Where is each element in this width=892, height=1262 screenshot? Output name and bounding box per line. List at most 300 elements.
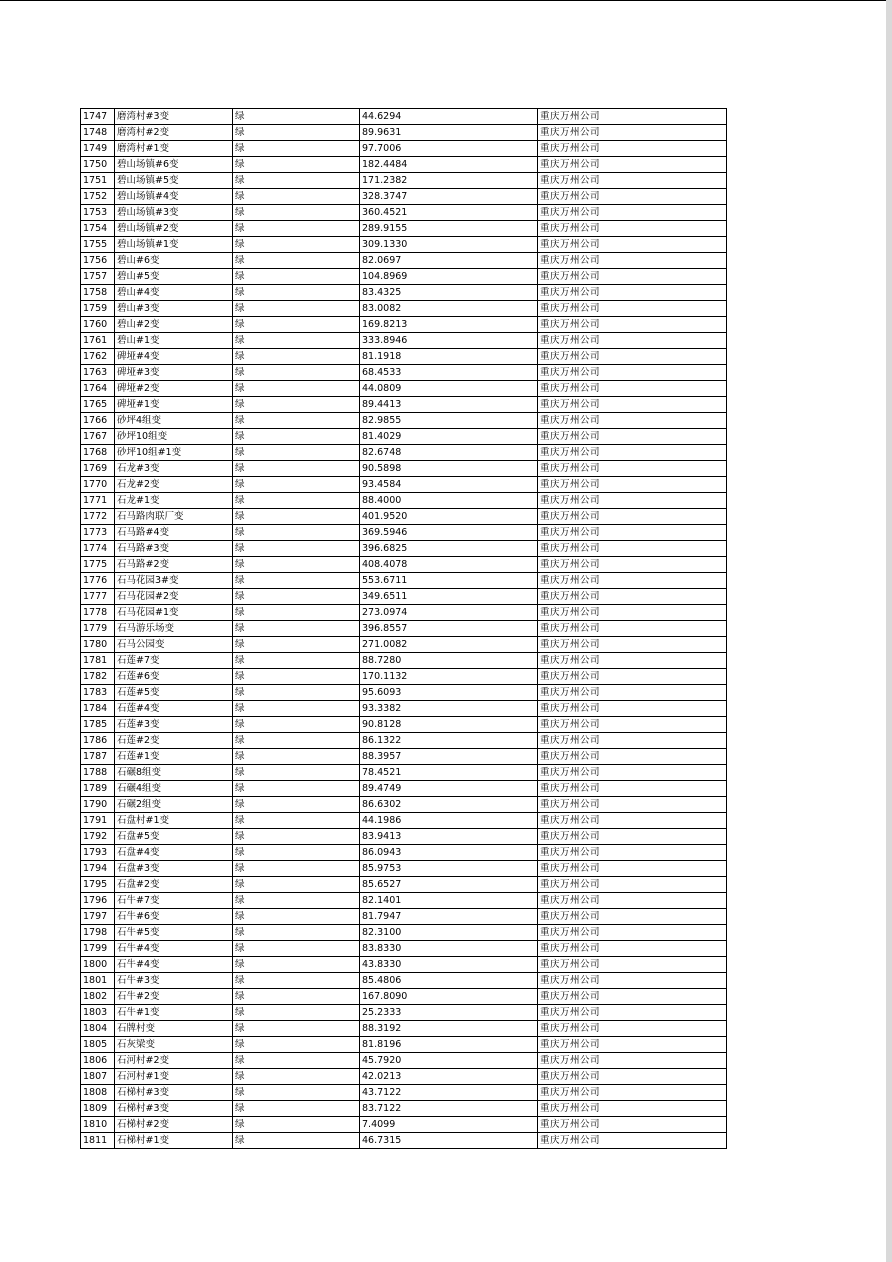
transformer-name-cell: 石碾4组变	[115, 781, 233, 797]
value-cell: 85.6527	[360, 877, 538, 893]
value-cell: 88.3192	[360, 1021, 538, 1037]
company-cell: 重庆万州公司	[538, 477, 727, 493]
value-cell: 82.1401	[360, 893, 538, 909]
transformer-name-cell: 石龙#3变	[115, 461, 233, 477]
transformer-name-cell: 砂坪10组#1变	[115, 445, 233, 461]
table-row	[81, 525, 727, 541]
value-cell: 46.7315	[360, 1133, 538, 1149]
company-cell: 重庆万州公司	[538, 429, 727, 445]
table-row	[81, 413, 727, 429]
company-cell: 重庆万州公司	[538, 989, 727, 1005]
company-cell: 重庆万州公司	[538, 1133, 727, 1149]
company-cell: 重庆万州公司	[538, 109, 727, 125]
value-cell: 273.0974	[360, 605, 538, 621]
company-cell: 重庆万州公司	[538, 445, 727, 461]
table-row	[81, 973, 727, 989]
value-cell: 44.6294	[360, 109, 538, 125]
row-id-cell: 1806	[81, 1053, 115, 1069]
company-cell: 重庆万州公司	[538, 749, 727, 765]
status-color-cell: 绿	[233, 1117, 360, 1133]
table-row	[81, 589, 727, 605]
row-id-cell: 1796	[81, 893, 115, 909]
status-color-cell: 绿	[233, 237, 360, 253]
status-color-cell: 绿	[233, 1037, 360, 1053]
row-id-cell: 1793	[81, 845, 115, 861]
company-cell: 重庆万州公司	[538, 525, 727, 541]
table-row	[81, 317, 727, 333]
row-id-cell: 1808	[81, 1085, 115, 1101]
table-row	[81, 685, 727, 701]
table-row	[81, 781, 727, 797]
status-color-cell: 绿	[233, 861, 360, 877]
table-row	[81, 125, 727, 141]
status-color-cell: 绿	[233, 685, 360, 701]
company-cell: 重庆万州公司	[538, 253, 727, 269]
table-row	[81, 909, 727, 925]
status-color-cell: 绿	[233, 781, 360, 797]
row-id-cell: 1799	[81, 941, 115, 957]
value-cell: 81.7947	[360, 909, 538, 925]
company-cell: 重庆万州公司	[538, 797, 727, 813]
table-row	[81, 1133, 727, 1149]
row-id-cell: 1768	[81, 445, 115, 461]
status-color-cell: 绿	[233, 973, 360, 989]
status-color-cell: 绿	[233, 205, 360, 221]
row-id-cell: 1798	[81, 925, 115, 941]
transformer-name-cell: 石盘#3变	[115, 861, 233, 877]
table-row	[81, 765, 727, 781]
row-id-cell: 1777	[81, 589, 115, 605]
row-id-cell: 1769	[81, 461, 115, 477]
transformer-name-cell: 碧山场镇#2变	[115, 221, 233, 237]
table-row	[81, 557, 727, 573]
status-color-cell: 绿	[233, 429, 360, 445]
row-id-cell: 1805	[81, 1037, 115, 1053]
company-cell: 重庆万州公司	[538, 461, 727, 477]
status-color-cell: 绿	[233, 605, 360, 621]
value-cell: 271.0082	[360, 637, 538, 653]
company-cell: 重庆万州公司	[538, 829, 727, 845]
row-id-cell: 1792	[81, 829, 115, 845]
company-cell: 重庆万州公司	[538, 557, 727, 573]
table-row	[81, 605, 727, 621]
company-cell: 重庆万州公司	[538, 621, 727, 637]
status-color-cell: 绿	[233, 1005, 360, 1021]
row-id-cell: 1788	[81, 765, 115, 781]
status-color-cell: 绿	[233, 253, 360, 269]
value-cell: 104.8969	[360, 269, 538, 285]
table-row	[81, 397, 727, 413]
row-id-cell: 1809	[81, 1101, 115, 1117]
value-cell: 43.7122	[360, 1085, 538, 1101]
row-id-cell: 1787	[81, 749, 115, 765]
company-cell: 重庆万州公司	[538, 493, 727, 509]
value-cell: 401.9520	[360, 509, 538, 525]
row-id-cell: 1789	[81, 781, 115, 797]
transformer-name-cell: 碧山场镇#6变	[115, 157, 233, 173]
row-id-cell: 1757	[81, 269, 115, 285]
value-cell: 83.4325	[360, 285, 538, 301]
table-row	[81, 1085, 727, 1101]
company-cell: 重庆万州公司	[538, 925, 727, 941]
table-row	[81, 1005, 727, 1021]
company-cell: 重庆万州公司	[538, 397, 727, 413]
value-cell: 333.8946	[360, 333, 538, 349]
table-row	[81, 285, 727, 301]
table-row	[81, 333, 727, 349]
table-row	[81, 301, 727, 317]
value-cell: 360.4521	[360, 205, 538, 221]
transformer-name-cell: 石碾8组变	[115, 765, 233, 781]
company-cell: 重庆万州公司	[538, 381, 727, 397]
row-id-cell: 1750	[81, 157, 115, 173]
value-cell: 43.8330	[360, 957, 538, 973]
company-cell: 重庆万州公司	[538, 845, 727, 861]
table-row	[81, 829, 727, 845]
value-cell: 86.1322	[360, 733, 538, 749]
transformer-name-cell: 石盘村#1变	[115, 813, 233, 829]
value-cell: 86.0943	[360, 845, 538, 861]
table-row	[81, 1101, 727, 1117]
status-color-cell: 绿	[233, 941, 360, 957]
company-cell: 重庆万州公司	[538, 1053, 727, 1069]
transformer-name-cell: 石河村#2变	[115, 1053, 233, 1069]
status-color-cell: 绿	[233, 621, 360, 637]
company-cell: 重庆万州公司	[538, 157, 727, 173]
transformer-name-cell: 碧山#6变	[115, 253, 233, 269]
company-cell: 重庆万州公司	[538, 1101, 727, 1117]
transformer-name-cell: 石莲#3变	[115, 717, 233, 733]
value-cell: 85.4806	[360, 973, 538, 989]
row-id-cell: 1747	[81, 109, 115, 125]
row-id-cell: 1797	[81, 909, 115, 925]
row-id-cell: 1791	[81, 813, 115, 829]
company-cell: 重庆万州公司	[538, 669, 727, 685]
value-cell: 83.9413	[360, 829, 538, 845]
table-row	[81, 269, 727, 285]
company-cell: 重庆万州公司	[538, 349, 727, 365]
row-id-cell: 1783	[81, 685, 115, 701]
transformer-name-cell: 石河村#1变	[115, 1069, 233, 1085]
value-cell: 88.3957	[360, 749, 538, 765]
transformer-name-cell: 石碾2组变	[115, 797, 233, 813]
transformer-name-cell: 石莲#1变	[115, 749, 233, 765]
transformer-name-cell: 石莲#4变	[115, 701, 233, 717]
row-id-cell: 1795	[81, 877, 115, 893]
value-cell: 83.7122	[360, 1101, 538, 1117]
status-color-cell: 绿	[233, 1021, 360, 1037]
table-row	[81, 653, 727, 669]
table-row	[81, 637, 727, 653]
row-id-cell: 1790	[81, 797, 115, 813]
row-id-cell: 1764	[81, 381, 115, 397]
status-color-cell: 绿	[233, 797, 360, 813]
transformer-name-cell: 石牌村变	[115, 1021, 233, 1037]
status-color-cell: 绿	[233, 461, 360, 477]
value-cell: 167.8090	[360, 989, 538, 1005]
transformer-name-cell: 砂坪4组变	[115, 413, 233, 429]
row-id-cell: 1810	[81, 1117, 115, 1133]
company-cell: 重庆万州公司	[538, 509, 727, 525]
company-cell: 重庆万州公司	[538, 205, 727, 221]
company-cell: 重庆万州公司	[538, 957, 727, 973]
row-id-cell: 1748	[81, 125, 115, 141]
status-color-cell: 绿	[233, 653, 360, 669]
status-color-cell: 绿	[233, 269, 360, 285]
status-color-cell: 绿	[233, 1069, 360, 1085]
transformer-name-cell: 磨湾村#1变	[115, 141, 233, 157]
row-id-cell: 1780	[81, 637, 115, 653]
table-row	[81, 253, 727, 269]
transformer-name-cell: 石梯村#1变	[115, 1133, 233, 1149]
transformer-name-cell: 碧山场镇#3变	[115, 205, 233, 221]
company-cell: 重庆万州公司	[538, 173, 727, 189]
transformer-name-cell: 碧山#3变	[115, 301, 233, 317]
status-color-cell: 绿	[233, 749, 360, 765]
row-id-cell: 1763	[81, 365, 115, 381]
row-id-cell: 1801	[81, 973, 115, 989]
table-row	[81, 157, 727, 173]
transformer-name-cell: 石盘#2变	[115, 877, 233, 893]
table-row	[81, 509, 727, 525]
row-id-cell: 1749	[81, 141, 115, 157]
value-cell: 85.9753	[360, 861, 538, 877]
value-cell: 90.5898	[360, 461, 538, 477]
status-color-cell: 绿	[233, 765, 360, 781]
value-cell: 81.8196	[360, 1037, 538, 1053]
table-row	[81, 493, 727, 509]
company-cell: 重庆万州公司	[538, 285, 727, 301]
transformer-name-cell: 碧山#4变	[115, 285, 233, 301]
status-color-cell: 绿	[233, 573, 360, 589]
value-cell: 171.2382	[360, 173, 538, 189]
table-row	[81, 989, 727, 1005]
transformer-name-cell: 碧山场镇#4变	[115, 189, 233, 205]
value-cell: 97.7006	[360, 141, 538, 157]
transformer-name-cell: 石牛#5变	[115, 925, 233, 941]
transformer-name-cell: 石龙#2变	[115, 477, 233, 493]
value-cell: 82.6748	[360, 445, 538, 461]
transformer-name-cell: 石马花园3#变	[115, 573, 233, 589]
status-color-cell: 绿	[233, 445, 360, 461]
status-color-cell: 绿	[233, 157, 360, 173]
row-id-cell: 1803	[81, 1005, 115, 1021]
transformer-name-cell: 碑垭#4变	[115, 349, 233, 365]
table-row	[81, 1037, 727, 1053]
status-color-cell: 绿	[233, 541, 360, 557]
company-cell: 重庆万州公司	[538, 877, 727, 893]
table-row	[81, 477, 727, 493]
status-color-cell: 绿	[233, 333, 360, 349]
table-row	[81, 1069, 727, 1085]
transformer-name-cell: 石牛#1变	[115, 1005, 233, 1021]
value-cell: 42.0213	[360, 1069, 538, 1085]
company-cell: 重庆万州公司	[538, 141, 727, 157]
table-row	[81, 893, 727, 909]
value-cell: 95.6093	[360, 685, 538, 701]
status-color-cell: 绿	[233, 349, 360, 365]
transformer-name-cell: 石牛#4变	[115, 957, 233, 973]
status-color-cell: 绿	[233, 829, 360, 845]
row-id-cell: 1781	[81, 653, 115, 669]
transformer-name-cell: 磨湾村#3变	[115, 109, 233, 125]
transformer-name-cell: 石马花园#2变	[115, 589, 233, 605]
table-row	[81, 189, 727, 205]
transformer-name-cell: 石莲#2变	[115, 733, 233, 749]
status-color-cell: 绿	[233, 125, 360, 141]
row-id-cell: 1785	[81, 717, 115, 733]
row-id-cell: 1766	[81, 413, 115, 429]
value-cell: 44.1986	[360, 813, 538, 829]
company-cell: 重庆万州公司	[538, 221, 727, 237]
value-cell: 44.0809	[360, 381, 538, 397]
transformer-name-cell: 石马游乐场变	[115, 621, 233, 637]
value-cell: 89.4413	[360, 397, 538, 413]
value-cell: 553.6711	[360, 573, 538, 589]
transformer-name-cell: 石莲#6变	[115, 669, 233, 685]
status-color-cell: 绿	[233, 877, 360, 893]
company-cell: 重庆万州公司	[538, 909, 727, 925]
status-color-cell: 绿	[233, 957, 360, 973]
transformer-name-cell: 石马路肉联厂变	[115, 509, 233, 525]
row-id-cell: 1800	[81, 957, 115, 973]
status-color-cell: 绿	[233, 925, 360, 941]
company-cell: 重庆万州公司	[538, 781, 727, 797]
table-row	[81, 381, 727, 397]
status-color-cell: 绿	[233, 509, 360, 525]
row-id-cell: 1756	[81, 253, 115, 269]
table-row	[81, 349, 727, 365]
value-cell: 88.7280	[360, 653, 538, 669]
company-cell: 重庆万州公司	[538, 765, 727, 781]
table-row	[81, 109, 727, 125]
table-row	[81, 877, 727, 893]
table-body	[81, 109, 727, 1149]
transformer-name-cell: 石莲#5变	[115, 685, 233, 701]
table-row	[81, 733, 727, 749]
table-row	[81, 541, 727, 557]
company-cell: 重庆万州公司	[538, 893, 727, 909]
row-id-cell: 1767	[81, 429, 115, 445]
company-cell: 重庆万州公司	[538, 1021, 727, 1037]
status-color-cell: 绿	[233, 909, 360, 925]
value-cell: 88.4000	[360, 493, 538, 509]
transformer-name-cell: 碧山#1变	[115, 333, 233, 349]
table-row	[81, 1021, 727, 1037]
company-cell: 重庆万州公司	[538, 637, 727, 653]
table-row	[81, 573, 727, 589]
table-row	[81, 813, 727, 829]
row-id-cell: 1778	[81, 605, 115, 621]
transformer-name-cell: 石马路#2变	[115, 557, 233, 573]
company-cell: 重庆万州公司	[538, 973, 727, 989]
status-color-cell: 绿	[233, 285, 360, 301]
company-cell: 重庆万州公司	[538, 237, 727, 253]
company-cell: 重庆万州公司	[538, 685, 727, 701]
row-id-cell: 1755	[81, 237, 115, 253]
status-color-cell: 绿	[233, 589, 360, 605]
row-id-cell: 1811	[81, 1133, 115, 1149]
value-cell: 90.8128	[360, 717, 538, 733]
row-id-cell: 1759	[81, 301, 115, 317]
table-row	[81, 365, 727, 381]
company-cell: 重庆万州公司	[538, 125, 727, 141]
transformer-name-cell: 石盘#4变	[115, 845, 233, 861]
value-cell: 93.3382	[360, 701, 538, 717]
row-id-cell: 1758	[81, 285, 115, 301]
transformer-name-cell: 石牛#6变	[115, 909, 233, 925]
company-cell: 重庆万州公司	[538, 1037, 727, 1053]
page-right-edge	[886, 0, 892, 1262]
value-cell: 86.6302	[360, 797, 538, 813]
table-row	[81, 925, 727, 941]
company-cell: 重庆万州公司	[538, 701, 727, 717]
row-id-cell: 1774	[81, 541, 115, 557]
value-cell: 82.0697	[360, 253, 538, 269]
status-color-cell: 绿	[233, 221, 360, 237]
table-row	[81, 669, 727, 685]
transformer-name-cell: 石梯村#2变	[115, 1117, 233, 1133]
row-id-cell: 1779	[81, 621, 115, 637]
transformer-name-cell: 石牛#3变	[115, 973, 233, 989]
table-row	[81, 461, 727, 477]
company-cell: 重庆万州公司	[538, 1005, 727, 1021]
company-cell: 重庆万州公司	[538, 269, 727, 285]
value-cell: 78.4521	[360, 765, 538, 781]
value-cell: 349.6511	[360, 589, 538, 605]
transformer-name-cell: 石盘#5变	[115, 829, 233, 845]
company-cell: 重庆万州公司	[538, 813, 727, 829]
value-cell: 83.0082	[360, 301, 538, 317]
value-cell: 81.1918	[360, 349, 538, 365]
status-color-cell: 绿	[233, 989, 360, 1005]
status-color-cell: 绿	[233, 701, 360, 717]
status-color-cell: 绿	[233, 845, 360, 861]
company-cell: 重庆万州公司	[538, 1117, 727, 1133]
row-id-cell: 1752	[81, 189, 115, 205]
row-id-cell: 1775	[81, 557, 115, 573]
row-id-cell: 1784	[81, 701, 115, 717]
table-row	[81, 717, 727, 733]
status-color-cell: 绿	[233, 493, 360, 509]
status-color-cell: 绿	[233, 1085, 360, 1101]
table-row	[81, 1053, 727, 1069]
transformer-name-cell: 石梯村#3变	[115, 1085, 233, 1101]
row-id-cell: 1762	[81, 349, 115, 365]
transformer-name-cell: 碧山场镇#5变	[115, 173, 233, 189]
transformer-name-cell: 石马公园变	[115, 637, 233, 653]
row-id-cell: 1765	[81, 397, 115, 413]
value-cell: 83.8330	[360, 941, 538, 957]
table-row	[81, 749, 727, 765]
company-cell: 重庆万州公司	[538, 317, 727, 333]
status-color-cell: 绿	[233, 189, 360, 205]
status-color-cell: 绿	[233, 141, 360, 157]
table-row	[81, 941, 727, 957]
status-color-cell: 绿	[233, 733, 360, 749]
company-cell: 重庆万州公司	[538, 589, 727, 605]
transformer-name-cell: 碑垭#1变	[115, 397, 233, 413]
transformer-name-cell: 碑垭#3变	[115, 365, 233, 381]
transformer-name-cell: 石莲#7变	[115, 653, 233, 669]
company-cell: 重庆万州公司	[538, 1069, 727, 1085]
table-row	[81, 445, 727, 461]
value-cell: 169.8213	[360, 317, 538, 333]
value-cell: 7.4099	[360, 1117, 538, 1133]
value-cell: 89.4749	[360, 781, 538, 797]
table-row	[81, 221, 727, 237]
value-cell: 182.4484	[360, 157, 538, 173]
